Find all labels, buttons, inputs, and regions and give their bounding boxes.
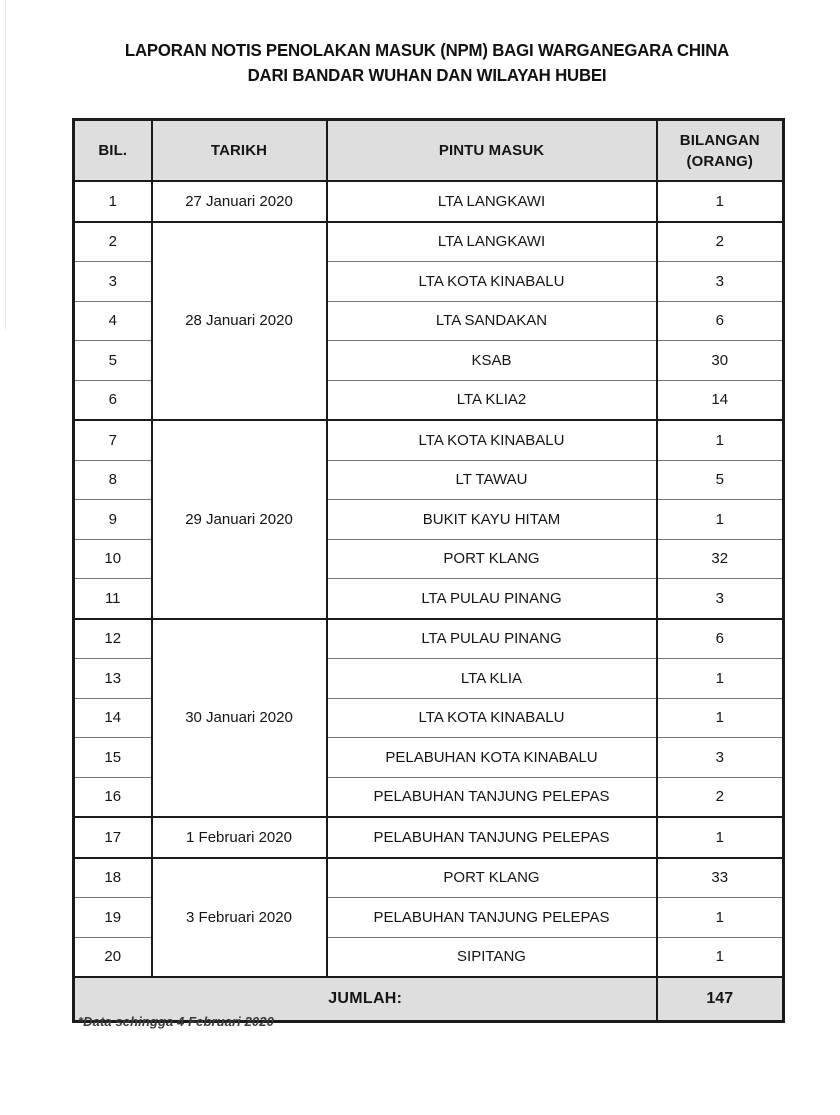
table-body: [74, 181, 784, 977]
column-header-pintu-masuk: PINTU MASUK: [327, 120, 657, 182]
total-label: JUMLAH:: [74, 977, 657, 1022]
cell-pintu-masuk: LTA KOTA KINABALU: [327, 262, 657, 302]
cell-bil: 19: [74, 898, 152, 938]
cell-bilangan: 1: [657, 898, 784, 938]
cell-bilangan: 3: [657, 262, 784, 302]
cell-pintu-masuk: LTA PULAU PINANG: [327, 619, 657, 659]
total-value: 147: [657, 977, 784, 1022]
cell-pintu-masuk: PELABUHAN TANJUNG PELEPAS: [327, 817, 657, 858]
footnote: *Data sehingga 4 Februari 2020: [78, 1014, 274, 1029]
cell-bilangan: 2: [657, 222, 784, 262]
scan-artifact-line: [5, 0, 6, 330]
cell-tarikh: 27 Januari 2020: [152, 181, 327, 222]
cell-pintu-masuk: PELABUHAN TANJUNG PELEPAS: [327, 777, 657, 817]
cell-pintu-masuk: LTA KLIA2: [327, 380, 657, 420]
cell-bilangan: 1: [657, 500, 784, 540]
cell-bilangan: 32: [657, 539, 784, 579]
table-row: [74, 858, 784, 898]
cell-tarikh: 28 Januari 2020: [152, 222, 327, 421]
column-header-tarikh: TARIKH: [152, 120, 327, 182]
cell-bil: 18: [74, 858, 152, 898]
cell-bilangan: 1: [657, 937, 784, 977]
cell-bil: 20: [74, 937, 152, 977]
cell-pintu-masuk: LTA KOTA KINABALU: [327, 420, 657, 460]
header-row: [74, 120, 784, 182]
cell-bil: 13: [74, 659, 152, 699]
table-row: [74, 817, 784, 858]
cell-pintu-masuk: LTA KLIA: [327, 659, 657, 699]
cell-tarikh: 30 Januari 2020: [152, 619, 327, 818]
page-title: [72, 38, 782, 88]
cell-bil: 7: [74, 420, 152, 460]
title-line-1: LAPORAN NOTIS PENOLAKAN MASUK (NPM) BAGI WARGANEGARA CHINA: [124, 40, 730, 60]
cell-bil: 15: [74, 738, 152, 778]
cell-bil: 10: [74, 539, 152, 579]
cell-pintu-masuk: LTA LANGKAWI: [327, 222, 657, 262]
cell-bil: 1: [74, 181, 152, 222]
cell-tarikh: 3 Februari 2020: [152, 858, 327, 978]
cell-pintu-masuk: LTA KOTA KINABALU: [327, 698, 657, 738]
cell-bil: 17: [74, 817, 152, 858]
cell-pintu-masuk: LTA PULAU PINANG: [327, 579, 657, 619]
cell-bilangan: 6: [657, 301, 784, 341]
cell-bilangan: 6: [657, 619, 784, 659]
cell-pintu-masuk: LT TAWAU: [327, 460, 657, 500]
cell-bil: 5: [74, 341, 152, 381]
npm-table-container: [72, 118, 782, 1023]
cell-bilangan: 1: [657, 659, 784, 699]
cell-pintu-masuk: SIPITANG: [327, 937, 657, 977]
cell-tarikh: 1 Februari 2020: [152, 817, 327, 858]
cell-pintu-masuk: LTA SANDAKAN: [327, 301, 657, 341]
cell-bilangan: 1: [657, 420, 784, 460]
cell-bilangan: 33: [657, 858, 784, 898]
cell-bil: 6: [74, 380, 152, 420]
cell-bil: 8: [74, 460, 152, 500]
cell-pintu-masuk: PORT KLANG: [327, 539, 657, 579]
title-line-2: DARI BANDAR WUHAN DAN WILAYAH HUBEI: [247, 65, 607, 85]
cell-bilangan: 2: [657, 777, 784, 817]
cell-bil: 16: [74, 777, 152, 817]
cell-bilangan: 1: [657, 181, 784, 222]
cell-bilangan: 1: [657, 817, 784, 858]
cell-bil: 11: [74, 579, 152, 619]
table-row: [74, 619, 784, 659]
column-header-bilangan-line-2: (ORANG): [686, 152, 754, 170]
cell-bilangan: 14: [657, 380, 784, 420]
column-header-bilangan-line-1: BILANGAN: [679, 131, 760, 149]
cell-bil: 9: [74, 500, 152, 540]
cell-bil: 2: [74, 222, 152, 262]
cell-pintu-masuk: PORT KLANG: [327, 858, 657, 898]
cell-bilangan: 3: [657, 738, 784, 778]
table-header: [74, 120, 784, 182]
table-row: [74, 181, 784, 222]
cell-bil: 4: [74, 301, 152, 341]
cell-bilangan: 30: [657, 341, 784, 381]
cell-bilangan: 5: [657, 460, 784, 500]
cell-pintu-masuk: BUKIT KAYU HITAM: [327, 500, 657, 540]
cell-bilangan: 1: [657, 698, 784, 738]
cell-pintu-masuk: PELABUHAN TANJUNG PELEPAS: [327, 898, 657, 938]
cell-bil: 14: [74, 698, 152, 738]
cell-pintu-masuk: PELABUHAN KOTA KINABALU: [327, 738, 657, 778]
cell-bilangan: 3: [657, 579, 784, 619]
table-row: [74, 222, 784, 262]
cell-bil: 12: [74, 619, 152, 659]
npm-report-table: [72, 118, 785, 1023]
cell-bil: 3: [74, 262, 152, 302]
column-header-bilangan: [657, 120, 784, 182]
cell-pintu-masuk: LTA LANGKAWI: [327, 181, 657, 222]
cell-pintu-masuk: KSAB: [327, 341, 657, 381]
table-row: [74, 420, 784, 460]
cell-tarikh: 29 Januari 2020: [152, 420, 327, 619]
column-header-bil: BIL.: [74, 120, 152, 182]
